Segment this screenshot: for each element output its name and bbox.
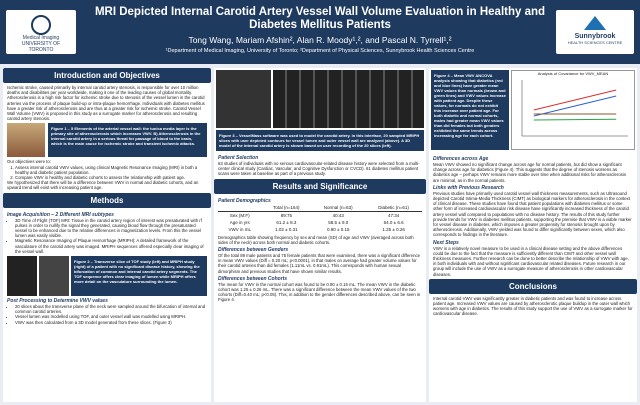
sunnybrook-logo bbox=[556, 10, 634, 54]
table-header-cell bbox=[218, 204, 261, 212]
figure1-caption: Figure 1 – 5 Elements of the arterial vessel wall: the tunica media layer is the primary site of atherosclerosis which increases VWV. B) Atherosclerosis in the internal carotid artery in a serious threat for passage of blood to the brain, which is the main cause for ischemic stroke and transient ischemic attacks. bbox=[48, 123, 207, 157]
post-processing-heading: Post Processing to Determine VWV values bbox=[7, 298, 108, 305]
table-cell: 40:43 bbox=[332, 212, 344, 218]
links-heading: Links with Previous Research bbox=[433, 184, 504, 191]
method-bullet: • Magnetic Resonance Imaging of Plaque Hemorrhage (MRIPH): A detailed framework of the vasculature of the carotid artery was imaged. MRIPH sequences offered especially clear imaging of the vessel wall. bbox=[15, 238, 207, 254]
objectives-lead: Our objectives were to: bbox=[7, 159, 51, 165]
objective-item: 1. Assess internal carotid VWV values, using clinical Magnetic Resonance Imaging (MRI) in both a healthy and diabetic patient population. bbox=[15, 165, 207, 175]
sunnybrook-logo-text: Sunnybrook bbox=[574, 33, 616, 40]
demographics-heading: Patient Demographics bbox=[218, 197, 271, 204]
right-column bbox=[429, 68, 637, 402]
figure2-caption: Figure 2 – Transverse slice of TOF study (left) and MRIPH study (right) of a patient with no significant disease history, showing the bifurcation of common and internal carotid artery segments. The TOF sequence offers clear imaging of lumen while MRIPH offers more detail on the vasculature surrounding the lumen. bbox=[71, 256, 207, 296]
table-cell: 47:34 bbox=[387, 212, 400, 218]
sunnybrook-icon bbox=[584, 16, 606, 30]
next-steps-heading: Next Steps bbox=[433, 239, 459, 246]
intro-paragraph: Ischemic stroke, caused primarily by internal carotid artery stenosis, is responsible for over 10 million deaths and disabilities per year worldwide, making it one of the leading causes of global mortality. Atherosclerosis is a high risk factor for ischemic stroke due to stenosis of the vessel lumen in the carotid arteries via the process of plaque build-up or intra-plaque hemorrhage. Individuals with diabetes mellitus have a greater risk of atherosclerosis and are thus at a greater risk for ischemic stroke. Carotid Vessel Wall Volume (VWV) is proposed in this study as a surrogate marker for atherosclerosis and resulting carotid artery stenosis. bbox=[7, 85, 205, 122]
patient-selection-text: 63 studies of individuals with no serious cardiovascular-related disease history were selected from a multi-center clinical study (Cardiac, Vascular, and Cognitive Dysfunction or CVCD). 61 diabetes mellitus patient scans were taken at baseline as part of a previous study. bbox=[218, 161, 420, 177]
table-header-cell: Normal (n=63) bbox=[311, 204, 365, 212]
age-differences-heading: Differences across Age bbox=[433, 156, 489, 162]
university-seal-icon bbox=[31, 15, 51, 35]
tof-mri-image bbox=[7, 256, 37, 296]
links-text: Previous studies have primarily used carotid vessel wall thickness measurements, such as Ultrasound depicted Carotid Intima-Media Thickness (CIMT) as biological markers for atherosclerosis in the context of clinical disease. These studies have found that patient populations with diabetes mellitus or some other form of increased cardiovascular risk disease have significantly increased thickness of the carotid artery vessel wall compared to populations with no disease history. The results of this study further provide trends for VWV in diabetes mellitus patients, supporting the premise that VWV is a viable marker for vessel disease in diabetes, which imposes a greater propensity for stenosis brought upon by atherosclerosis. Additionally, VWV yielded was found to differ significantly between sexes, which also corresponds to findings in the literature. bbox=[433, 190, 632, 238]
ancova-chart bbox=[511, 70, 635, 150]
age-differences-text: Mean VWV showed no significant change across age for normal patients, but did show a significant change across age for diabetics (Figure 4). This suggests that the degree of stenosis worsens as diabetics age – perhaps VWV remains more stable over time when additional risks for atherosclerosis are minimal, as in the normal patients. bbox=[433, 162, 626, 183]
table-row bbox=[218, 226, 422, 233]
method-bullet: • VWV was then calculated from a 3D model generated from these slices. (Figure 3) bbox=[15, 320, 207, 325]
method-bullet: • Vessel lumen was modelled using TOF, and outer vessel wall was modelled using MRIPH. bbox=[15, 314, 207, 319]
poster-header bbox=[0, 0, 640, 64]
table-cell: 1.25 ± 0.26 bbox=[382, 226, 405, 232]
table-cell: 0.90 ± 0.15 bbox=[326, 226, 350, 232]
chart-title: Analysis of Covariance for VWV_MEAN bbox=[537, 71, 609, 76]
table-row bbox=[218, 211, 422, 219]
table-row bbox=[218, 219, 422, 226]
poster-title: MRI Depicted Internal Carotid Artery Vessel Wall Volume Evaluation in Healthy and Diabetes Mellitus Patients bbox=[94, 6, 546, 31]
chart-axes bbox=[522, 80, 628, 136]
series-line-1 bbox=[534, 96, 616, 116]
table-cell: Sex (M:F) bbox=[229, 212, 250, 218]
image-acquisition-heading: Image Acquisition – 2 Different MRI subtypes bbox=[7, 211, 114, 218]
methods-heading: Methods bbox=[3, 193, 211, 208]
gender-differences-text: Of the total 89 male patients and 75 female patients that were examined, there was a significant difference in mean VWV values (Diff = 0.20 mL; p<0.0001), in that males on average had greater volume values for their carotid arteries than did females (1.11mL vs. 0.91mL). This corresponds with human sexual dimorphism and previous studies that have shown similar results. bbox=[218, 253, 420, 274]
objective-item: 2. Compare VWV in healthy and diabetic cohorts to assess the relationship with patient age. bbox=[15, 175, 207, 180]
vessel-wall-figure bbox=[7, 123, 45, 157]
demographics-text: Demographics table showing frequency by sex and mean (SD) of age and VWV (averaged across both sides of the neck) across both normal and diabetic cohorts. bbox=[218, 234, 414, 245]
patient-selection-heading: Patient Selection bbox=[218, 155, 259, 161]
university-logo bbox=[6, 10, 76, 54]
middle-column bbox=[214, 68, 426, 402]
cohort-differences-text: The mean for VWV in the normal cohort was found to be 0.90 ± 0.15 mL. The mean VWV in the diabetic cohort was 1.25 ± 0.26 mL. There was a significant difference between the mean VWV values of the two cohorts (Diff=0.40 mL; p<0.05). This, in addition to the gender differences described above, can be seen in Figure 4. bbox=[218, 281, 421, 303]
sunnybrook-logo-sub: HEALTH SCIENCES CENTRE bbox=[567, 40, 623, 45]
table-cell: 61.2 ± 8.3 bbox=[276, 219, 297, 225]
table-cell: VWV in mL bbox=[228, 226, 251, 232]
left-column bbox=[3, 68, 211, 402]
hypothesis-text: We hypothesized that there will be a difference between VWV in normal and diabetic cohorts, and an upward trend will exist with increasing patient age. bbox=[7, 180, 199, 191]
series-line-3 bbox=[534, 119, 616, 120]
table-cell: 58.5 ± 9.0 bbox=[328, 219, 349, 225]
table-cell: 64.0 ± 6.6 bbox=[383, 219, 404, 225]
table-header-cell: Diabetic (n=61) bbox=[365, 204, 422, 212]
intro-heading: Introduction and Objectives bbox=[3, 68, 211, 83]
figure3-caption: Figure 3 – VesselMass software was used to model the carotid artery. In this interface, 20 sampled MRIPH slices with user depicted contours for vessel lumen and outer vessel wall are analyzed (above). A 3D model of the internal carotid artery is shown based on user recording of the 20 slices (left). bbox=[216, 130, 424, 151]
table-cell: 89:75 bbox=[280, 212, 292, 218]
poster-authors: Tong Wang, Mariam Afshin², Alan R. Moody¹,², and Pascal N. Tyrrell¹,² bbox=[188, 35, 452, 45]
ancova-chart-svg bbox=[512, 76, 632, 144]
demographics-table bbox=[218, 204, 422, 233]
method-bullet: • 20 slices about the transverse plane of the neck were sampled around the bifurcation of internal and common carotid arteries. bbox=[15, 304, 207, 314]
table-cell: 1.02 ± 0.31 bbox=[275, 226, 298, 232]
figure4-caption: Figure 4 – Mean VWV ANCOVA analysis showing that diabetics (red and blue lines) have greater mean VWV values than normals (brown and green lines) and VWV values increase with patient age. Despite these values, for normals do not exhibit this increase over patient age. For both diabetic and normal cohorts, males had greater mean VWV values than did females but both genders exhibited the same trends across increasing age for each cohort. bbox=[431, 70, 509, 150]
cohort-differences-heading: Differences between Cohorts bbox=[218, 275, 288, 282]
next-steps-text: VWV is a relatively novel measure to be used in a clinical disease setting and the above differences could be due to the fact that the measure is sufficiently different than CIMT and other vessel wall thickness measures. Further research can be done to better describe the relationship of VWV with age, in both individuals with and without significant cardiovascular related diseases. Future research in our group will include the use of VWV as a surrogate measure of atherosclerosis in other cardiovascular diseases. bbox=[433, 245, 629, 277]
mriph-image bbox=[39, 256, 69, 296]
results-heading: Results and Significance bbox=[214, 179, 426, 194]
carotid-3d-model bbox=[216, 70, 271, 128]
method-bullet: • 3D Time of Flight (TOF) MRI: Tissue in the carotid artery region of interest was presaturated with rf pulses in order to nullify the signal they generated, causing blood flow through the presaturated vessel to be enhanced due to the relative differences in magnetization levels. From this the vessel lumen was easily visible. bbox=[15, 218, 207, 239]
poster-affiliations: ¹Department of Medical Imaging, University of Toronto; ²Department of Physical Sciences, Sunnybrook Health Sciences Centre bbox=[165, 48, 475, 54]
vesselmass-slices-image bbox=[273, 70, 424, 128]
table-header-cell: Total (n=164) bbox=[261, 204, 311, 212]
conclusions-text: Internal carotid VWV was significantly greater in diabetic patients and was found to increase across patient age. Increased VWV values are caused by atherosclerotic plaque buildup in the outer wall which worsens with age in diabetics. The results of this study support the use of VWV as a surrogate marker for cardiovascular disease. bbox=[433, 295, 633, 317]
table-cell: Age in yrs bbox=[229, 219, 250, 225]
conclusions-heading: Conclusions bbox=[429, 279, 637, 294]
series-line-0 bbox=[534, 90, 616, 110]
gender-differences-heading: Differences between Genders bbox=[218, 247, 289, 254]
university-logo-text: Medical Imaging UNIVERSITY OF TORONTO bbox=[21, 35, 61, 53]
